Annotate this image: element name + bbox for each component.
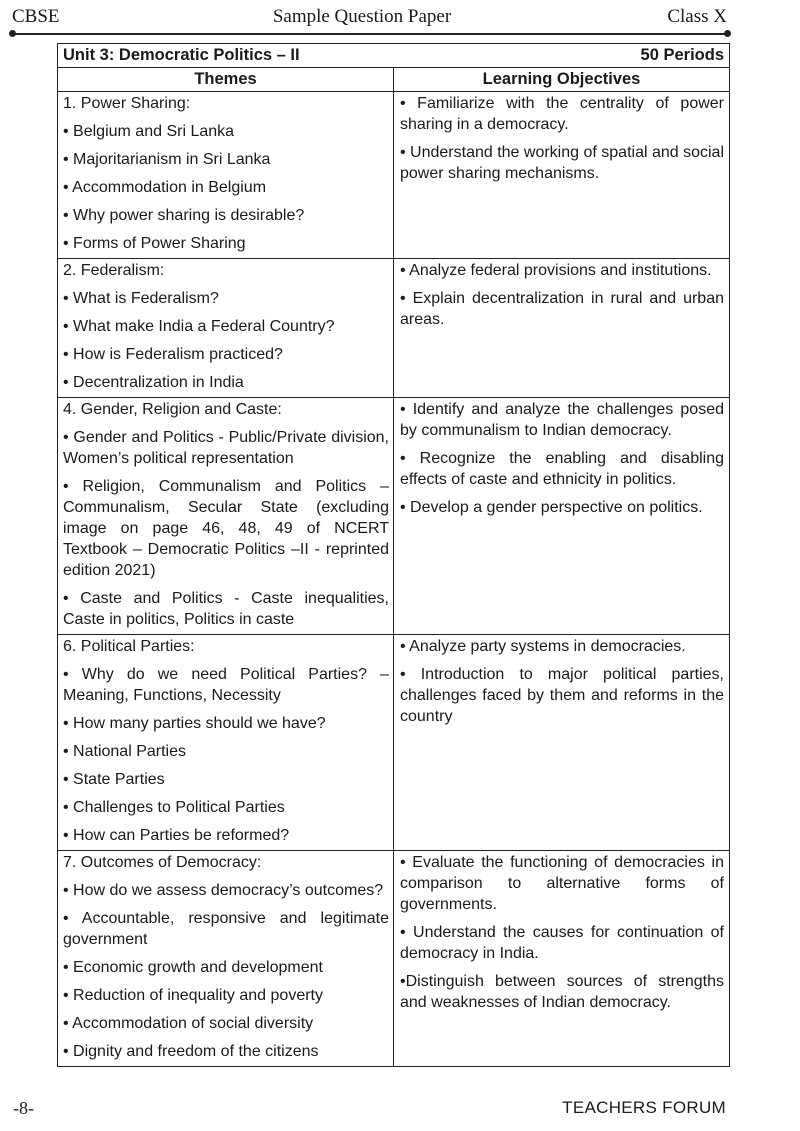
objectives-header: Learning Objectives: [394, 68, 730, 92]
objective-item: •Distinguish between sources of strengths and weaknesses of Indian democracy.: [400, 973, 724, 1011]
theme-item: • How many parties should we have?: [63, 715, 326, 732]
theme-heading: 7. Outcomes of Democracy:: [63, 854, 262, 871]
objectives-cell: [394, 635, 730, 851]
theme-item: • Belgium and Sri Lanka: [63, 123, 235, 140]
objectives-cell: [394, 398, 730, 635]
syllabus-table: [57, 43, 730, 1067]
unit-row: [58, 44, 730, 68]
theme-item: • Religion, Communalism and Politics – Communalism, Secular State (excluding image on page 46, 48, 49 of NCERT Textbook – Democratic Politics –II - reprinted edition 2021): [63, 478, 389, 579]
theme-item: • Accommodation of social diversity: [63, 1015, 314, 1032]
theme-heading: 6. Political Parties:: [63, 638, 195, 655]
theme-item: • Caste and Politics - Caste inequalities, Caste in politics, Politics in caste: [63, 590, 389, 628]
theme-item: • Why power sharing is desirable?: [63, 207, 305, 224]
theme-item: • Decentralization in India: [63, 374, 244, 391]
themes-cell: [58, 259, 394, 398]
header-class: Class X: [667, 6, 727, 27]
objectives-cell: [394, 851, 730, 1067]
objective-item: • Identify and analyze the challenges posed by communalism to Indian democracy.: [400, 401, 724, 439]
syllabus-rows: [58, 92, 730, 1067]
theme-item: • Why do we need Political Parties? – Meaning, Functions, Necessity: [63, 666, 389, 704]
themes-cell: [58, 398, 394, 635]
theme-item: • How do we assess democracy’s outcomes?: [63, 882, 384, 899]
objective-item: • Recognize the enabling and disabling effects of caste and ethnicity in politics.: [400, 450, 724, 488]
header-rule-dot-left: [9, 30, 16, 37]
objective-item: • Analyze party systems in democracies.: [400, 638, 686, 655]
theme-item: • National Parties: [63, 743, 186, 760]
objectives-cell: [394, 92, 730, 259]
theme-heading: 2. Federalism:: [63, 262, 165, 279]
header-board: CBSE: [12, 6, 60, 27]
header-rule: [12, 33, 727, 35]
theme-item: • Economic growth and development: [63, 959, 323, 976]
theme-heading: 4. Gender, Religion and Caste:: [63, 401, 282, 418]
theme-item: • What is Federalism?: [63, 290, 219, 307]
theme-item: • State Parties: [63, 771, 165, 788]
syllabus-row: [58, 398, 730, 635]
column-header-row: [58, 68, 730, 92]
theme-item: • What make India a Federal Country?: [63, 318, 335, 335]
unit-title: Unit 3: Democratic Politics – II: [63, 46, 300, 64]
objective-item: • Introduction to major political parties, challenges faced by them and reforms in the country: [400, 666, 724, 725]
objective-item: • Evaluate the functioning of democracies in comparison to alternative forms of governments.: [400, 854, 724, 913]
theme-heading: 1. Power Sharing:: [63, 95, 191, 112]
objective-item: • Develop a gender perspective on politics.: [400, 499, 703, 516]
theme-item: • How is Federalism practiced?: [63, 346, 283, 363]
theme-item: • Accommodation in Belgium: [63, 179, 267, 196]
header-rule-dot-right: [724, 30, 731, 37]
syllabus-row: [58, 635, 730, 851]
objective-item: • Understand the causes for continuation of democracy in India.: [400, 924, 724, 962]
objective-item: • Explain decentralization in rural and urban areas.: [400, 290, 724, 328]
theme-item: • Forms of Power Sharing: [63, 235, 246, 252]
syllabus-row: [58, 259, 730, 398]
unit-cell: [58, 44, 730, 68]
themes-cell: [58, 851, 394, 1067]
theme-item: • Gender and Politics - Public/Private division, Women’s political representation: [63, 429, 389, 467]
unit-periods: 50 Periods: [640, 46, 724, 64]
theme-item: • Dignity and freedom of the citizens: [63, 1043, 319, 1060]
theme-item: • Majoritarianism in Sri Lanka: [63, 151, 271, 168]
publisher-name: TEACHERS FORUM: [562, 1098, 726, 1117]
objective-item: • Familiarize with the centrality of power sharing in a democracy.: [400, 95, 724, 133]
themes-cell: [58, 92, 394, 259]
theme-item: • Reduction of inequality and poverty: [63, 987, 323, 1004]
theme-item: • Challenges to Political Parties: [63, 799, 285, 816]
syllabus-row: [58, 92, 730, 259]
objective-item: • Analyze federal provisions and institutions.: [400, 262, 712, 279]
header-title: Sample Question Paper: [272, 6, 452, 27]
theme-item: • Accountable, responsive and legitimate government: [63, 910, 389, 948]
page-number: -8-: [13, 1098, 34, 1118]
themes-header: Themes: [58, 68, 394, 92]
syllabus-row: [58, 851, 730, 1067]
themes-cell: [58, 635, 394, 851]
theme-item: • How can Parties be reformed?: [63, 827, 290, 844]
objectives-cell: [394, 259, 730, 398]
objective-item: • Understand the working of spatial and social power sharing mechanisms.: [400, 144, 725, 182]
